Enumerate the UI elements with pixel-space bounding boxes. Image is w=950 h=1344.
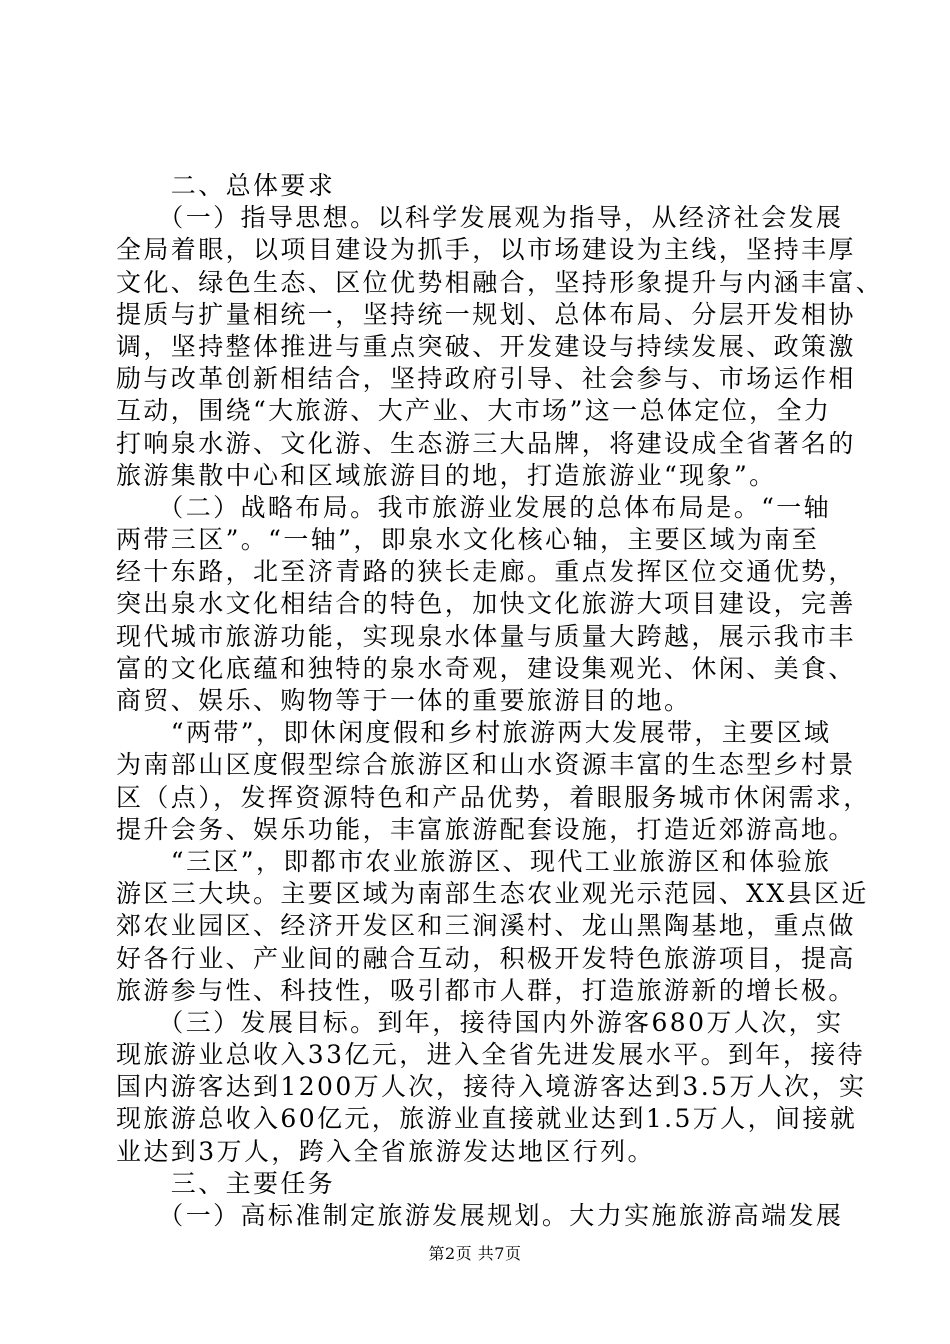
text-line: 现旅游业总收入33亿元，进入全省先进发展水平。到年，接待 — [116, 1040, 866, 1070]
text-line: 突出泉水文化相结合的特色，加快文化旅游大项目建设，完善 — [116, 589, 856, 619]
section-heading-main-tasks: 三、主要任务 — [116, 1168, 336, 1198]
text-line: 区（点），发挥资源特色和产品优势，着眼服务城市休闲需求， — [116, 782, 871, 812]
page-number-label: 第2页 共7页 — [428, 1244, 522, 1263]
text-line: 商贸、娱乐、购物等于一体的重要旅游目的地。 — [116, 686, 692, 715]
page-footer — [0, 1244, 950, 1264]
text-line: 互动，围绕“大旅游、大产业、大市场”这一总体定位，全力 — [116, 396, 832, 426]
text-line: 现旅游总收入60亿元，旅游业直接就业达到1.5万人，间接就 — [116, 1104, 858, 1134]
text-line: （一）高标准制定旅游发展规划。大力实施旅游高端发展 — [116, 1201, 844, 1230]
text-line: 全局着眼，以项目建设为抓手，以市场建设为主线，坚持丰厚 — [116, 235, 856, 265]
text-line: 提质与扩量相统一，坚持统一规划、总体布局、分层开发相协 — [116, 299, 856, 329]
text-line: （一）指导思想。以科学发展观为指导，从经济社会发展 — [116, 203, 844, 233]
text-line: 为南部山区度假型综合旅游区和山水资源丰富的生态型乡村景 — [116, 750, 856, 780]
text-line: 游区三大块。主要区域为南部生态农业观光示范园、XX县区近 — [116, 879, 869, 909]
text-line: 富的文化底蕴和独特的泉水奇观，建设集观光、休闲、美食、 — [116, 653, 856, 683]
text-line: 两带三区”。“一轴”，即泉水文化核心轴，主要区域为南至 — [116, 525, 820, 555]
section-heading-overall-requirements: 二、总体要求 — [116, 171, 336, 200]
text-line: 旅游集散中心和区域旅游目的地，打造旅游业“现象”。 — [116, 460, 777, 490]
text-line: （二）战略布局。我市旅游业发展的总体布局是。“一轴 — [116, 492, 832, 522]
text-line: “三区”，即都市农业旅游区、现代工业旅游区和体验旅 — [116, 846, 832, 876]
text-line: 国内游客达到1200万人次，接待入境游客达到3.5万人次，实 — [116, 1072, 867, 1102]
text-line: 文化、绿色生态、区位优势相融合，坚持形象提升与内涵丰富、 — [116, 267, 884, 297]
text-line: 郊农业园区、经济开发区和三涧溪村、龙山黑陶基地，重点做 — [116, 911, 856, 941]
body-text — [116, 170, 884, 1232]
text-line: （三）发展目标。到年，接待国内外游客680万人次，实 — [116, 1007, 844, 1037]
text-line: 现代城市旅游功能，实现泉水体量与质量大跨越，展示我市丰 — [116, 621, 856, 651]
text-line: “两带”，即休闲度假和乡村旅游两大发展带，主要区域 — [116, 718, 832, 748]
text-line: 经十东路，北至济青路的狭长走廊。重点发挥区位交通优势， — [116, 557, 856, 587]
text-line: 调，坚持整体推进与重点突破、开发建设与持续发展、政策激 — [116, 331, 856, 361]
text-line: 好各行业、产业间的融合互动，积极开发特色旅游项目，提高 — [116, 943, 856, 973]
text-line: 提升会务、娱乐功能，丰富旅游配套设施，打造近郊游高地。 — [116, 814, 856, 844]
text-line: 励与改革创新相结合，坚持政府引导、社会参与、市场运作相 — [116, 364, 856, 394]
text-line: 打响泉水游、文化游、生态游三大品牌，将建设成全省著名的 — [116, 428, 856, 458]
text-line: 旅游参与性、科技性，吸引都市人群，打造旅游新的增长极。 — [116, 975, 856, 1005]
text-line: 业达到3万人，跨入全省旅游发达地区行列。 — [116, 1136, 655, 1166]
